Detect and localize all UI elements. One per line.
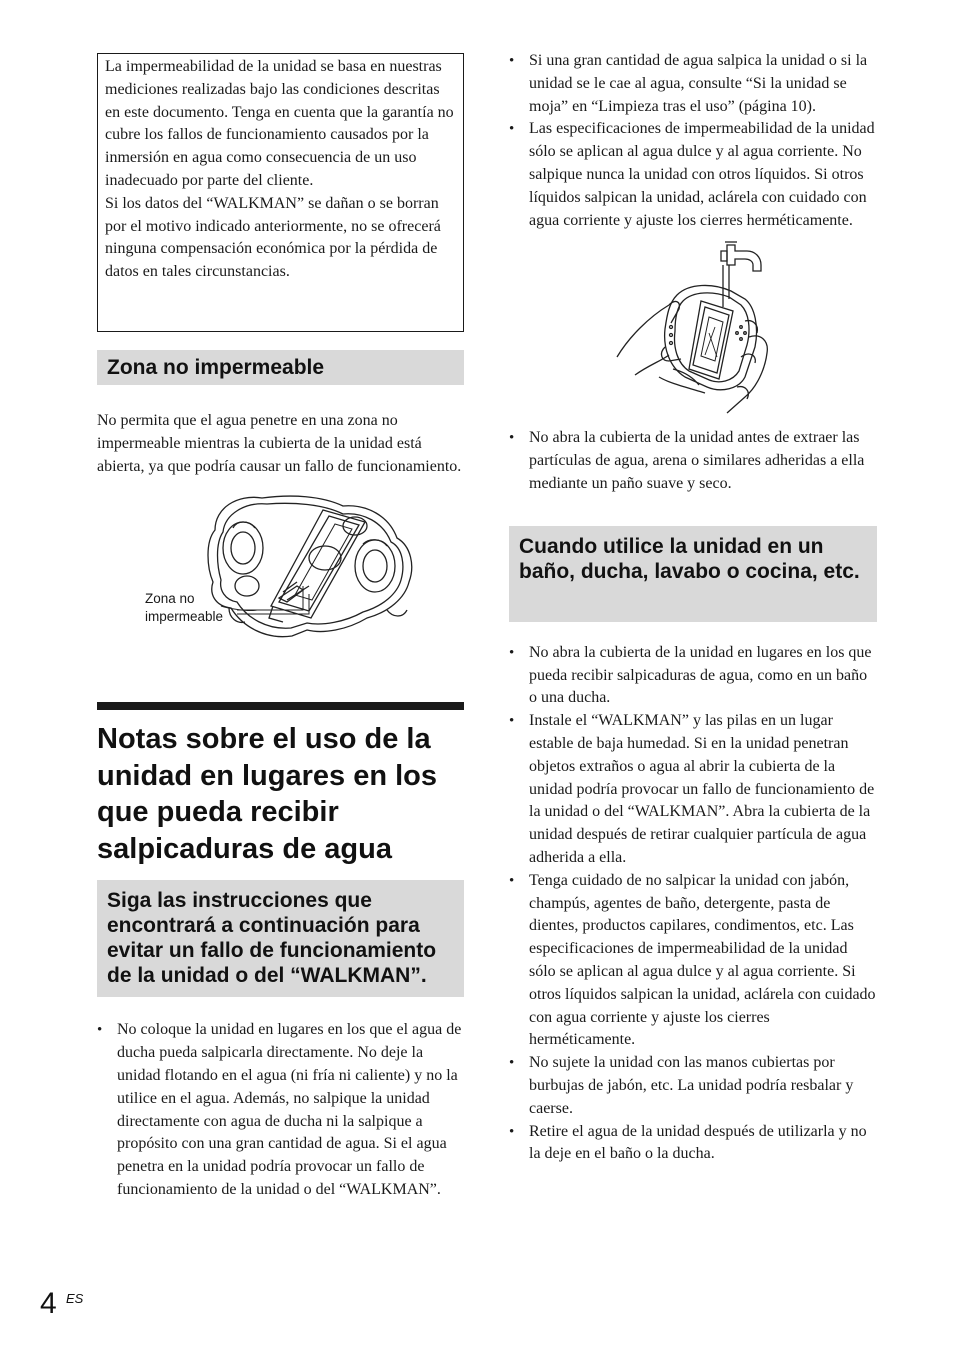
zona-text: No permita que el agua penetre en una zona no impermeable mientras la cubierta de la unidad está abierta, ya que podría causar un fallo de funcionamiento. — [97, 412, 462, 475]
note-paragraph-1: La impermeabilidad de la unidad se basa en nuestras mediciones realizadas bajo las condiciones descritas en este documento. Tenga en cuenta que la garantía no cubre los fallos de funcionamiento causados por la inmersión en agua como consecuencia de un uso inadecuado por parte del cliente. — [105, 58, 454, 189]
waterproof-note-box — [97, 53, 464, 332]
bullet-dot: • — [509, 1055, 515, 1072]
non-waterproof-zone-figure — [97, 490, 464, 655]
bullet-dot: • — [97, 1022, 103, 1039]
bullet-text: Si una gran cantidad de agua salpica la unidad o si la unidad se le cae al agua, consulte “Si la unidad se moja” en “Limpieza tras el uso” (página 10). — [529, 52, 868, 115]
left-column — [97, 53, 464, 1202]
zona-figure-label-line2: impermeable — [145, 609, 224, 625]
zona-heading: Zona no impermeable — [97, 350, 464, 385]
note-paragraph-2: Si los datos del “WALKMAN” se dañan o se borran por el motivo indicado anteriormente, no se ofrecerá ninguna compensación económica por la pérdida de datos en tales circunstancias. — [105, 194, 441, 281]
list-item — [509, 427, 877, 495]
right-column — [509, 50, 877, 1166]
bullet-dot: • — [509, 872, 515, 889]
instructions-heading: Siga las instrucciones que encontrará a continuación para evitar un fallo de funcionamiento de la unidad o del “WALKMAN”. — [97, 880, 464, 997]
bullet-dot: • — [509, 1123, 515, 1140]
bullet-dot: • — [509, 121, 515, 138]
list-item — [97, 1019, 464, 1201]
bullet-text: Las especificaciones de impermeabilidad de la unidad sólo se aplican al agua dulce y al agua corriente. No salpique nunca la unidad con otros líquidos. Si otros líquidos salpican la unidad, aclárela con cuidado con agua corriente y ajuste los cierres herméticamente. — [529, 120, 875, 229]
right-bullets-mid — [509, 427, 877, 495]
zona-figure-label-line1: Zona no — [145, 591, 195, 607]
bullet-text: No abra la cubierta de la unidad en lugares en los que pueda recibir salpicaduras de agua, como en un baño o una ducha. — [529, 643, 872, 707]
bullet-text: Tenga cuidado de no salpicar la unidad con jabón, champús, agentes de baño, detergente, pasta de dientes, productos capilares, condimentos, etc. Las especificaciones de impermeabilidad de la unidad sólo se aplican al agua dulce y al agua corriente. Si otros líquidos salpican la unidad, aclárela con cuidado con agua corriente y ajuste los cierres herméticamente. — [529, 871, 876, 1049]
bullet-text: No sujete la unidad con las manos cubiertas por burbujas de jabón, etc. La unidad podría resbalar y caerse. — [529, 1054, 854, 1117]
bullet-text: Retire el agua de la unidad después de utilizarla y no la deje en el baño o la ducha. — [529, 1122, 867, 1163]
rinse-under-tap-illustration — [509, 237, 877, 427]
list-item — [509, 1052, 877, 1120]
bullet-text: No coloque la unidad en lugares en los que el agua de ducha pueda salpicarla directamente. No deje la unidad flotando en el agua (ni fría ni caliente) y no la utilice en el agua. Además, no salpique la unidad directamente con agua de ducha ni la salpique a propósito con una gran cantidad de agua. Si el agua penetra en la unidad podría provocar un fallo de funcionamiento de la unidad o del “WALKMAN”. — [117, 1021, 462, 1198]
bullet-text: Instale el “WALKMAN” y las pilas en un lugar estable de baja humedad. Si en la unidad penetran objetos extraños o agua al abrir la cubierta de la unidad podría provocar un fallo de funcionamiento de la unidad o del “WALKMAN”. Abra la cubierta de la unidad después de retirar cualquier partícula de agua adherida a ella. — [529, 712, 875, 866]
device-open-illustration — [97, 490, 464, 655]
list-item — [509, 1121, 877, 1167]
page-number: 4 — [40, 1287, 57, 1320]
list-item — [509, 50, 877, 118]
main-title: Notas sobre el uso de la unidad en lugares en los que pueda recibir salpicaduras de agua — [97, 723, 438, 865]
right-bullets-top — [509, 50, 877, 232]
bullet-text: No abra la cubierta de la unidad antes de extraer las partículas de agua, arena o similares adheridas a ella mediante un paño suave y seco. — [529, 429, 865, 492]
list-item — [509, 118, 877, 232]
list-item — [509, 710, 877, 870]
bullet-dot: • — [509, 430, 515, 447]
page-language-code: ES — [66, 1291, 84, 1306]
list-item — [509, 642, 877, 710]
bullet-dot: • — [509, 53, 515, 69]
zona-figure-label — [145, 590, 223, 626]
bullet-dot: • — [509, 713, 515, 730]
list-item — [509, 870, 877, 1052]
bullet-dot: • — [509, 644, 515, 661]
main-title-rule — [97, 702, 464, 710]
right-bullets-bottom — [509, 642, 877, 1166]
bath-heading: Cuando utilice la unidad en un baño, ducha, lavabo o cocina, etc. — [509, 526, 877, 622]
rinse-figure — [509, 237, 877, 427]
left-bullets — [97, 1019, 464, 1201]
